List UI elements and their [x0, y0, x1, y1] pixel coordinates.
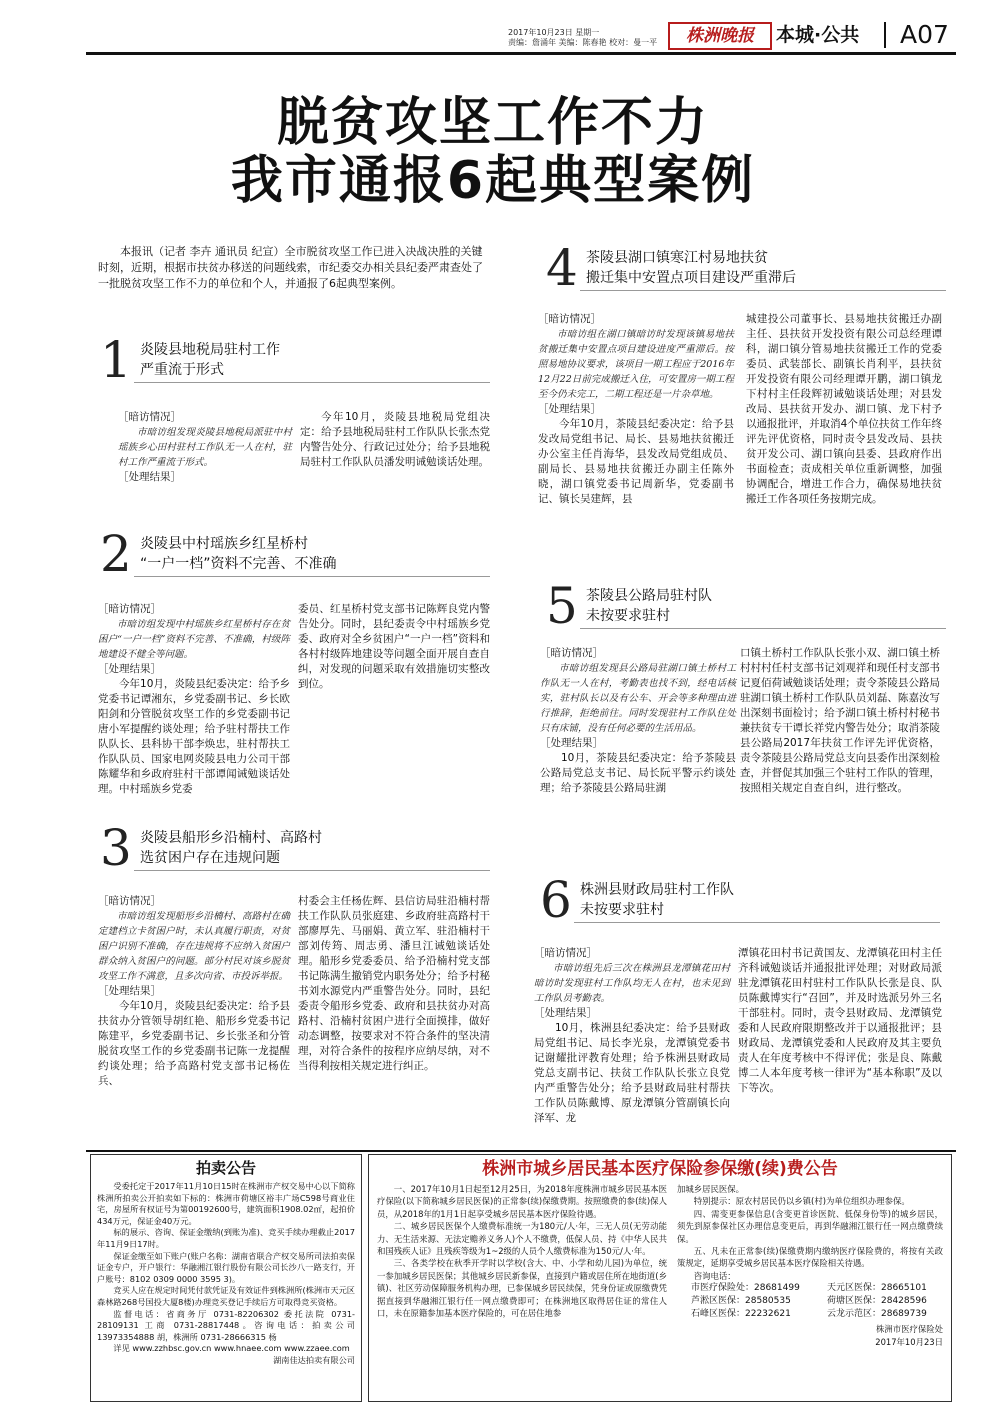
lead-paragraph: 本报讯（记者 李卉 通讯员 纪宣）全市脱贫攻坚工作已进入决战决胜的关键时刻，近期，根据市扶贫办移送的问题线索，市纪委交办相关县纪委严肃查处了一批脱贫攻坚工作不力的单位和个人，并通报了6起典型案例。	[98, 245, 483, 290]
case-title-1: 炎陵县地税局驻村工作	[140, 342, 280, 358]
case-5-header	[546, 577, 946, 635]
insurance-notice	[368, 1154, 952, 1402]
insurance-date: 2017年10月23日	[875, 1336, 943, 1347]
insurance-col-2	[677, 1183, 943, 1348]
case-2-col-2	[298, 602, 490, 692]
findings-label: ［暗访情况］	[98, 603, 161, 615]
phone-item: 天元区医保：28665101	[827, 1283, 927, 1294]
case-title-1: 炎陵县船形乡沿楠村、高路村	[140, 830, 322, 846]
result-label: ［处理结果］	[538, 403, 601, 415]
case-3-col-2	[298, 894, 490, 1074]
editors-line: 责编：詹涌年 美编：陈春艳 校对：曼一平	[508, 38, 658, 47]
case-5-col-1	[540, 646, 736, 796]
findings-label: ［暗访情况］	[540, 647, 603, 659]
result-label: ［处理结果］	[98, 663, 161, 675]
result-label: ［处理结果］	[118, 471, 181, 483]
auction-notice	[90, 1154, 362, 1402]
case-findings: 市暗访组发现炎陵县地税局派驻中村瑶族乡心田村驻村工作队无一人在村，驻村工作严重流于形式。	[118, 427, 292, 468]
case-title-1: 炎陵县中村瑶族乡红星桥村	[140, 536, 308, 552]
findings-label: ［暗访情况］	[98, 895, 161, 907]
case-title-2: 搬迁集中安置点项目建设严重滞后	[586, 270, 796, 286]
case-rule	[134, 576, 490, 577]
case-number: 5	[546, 577, 578, 635]
case-6-col-1	[534, 946, 730, 1126]
case-1-col-1	[118, 410, 292, 485]
insurance-phone-list	[691, 1282, 943, 1321]
auction-websites: 详见 www.zzhbsc.gov.cn www.hnaee.com www.zzaee.com	[113, 1343, 350, 1354]
case-title-2: 未按要求驻村	[586, 608, 670, 624]
case-title-1: 茶陵县公路局驻村队	[586, 588, 712, 604]
case-title-1: 株洲县财政局驻村工作队	[580, 882, 734, 898]
header-rule	[86, 52, 956, 55]
auction-para-3: 保证金缴至如下账户(账户名称：湖南省联合产权交易所司法拍卖保证金专户，开户银行：华融湘江银行股份有限公司长沙八一路支行，开户账号：8102 0309 0000 3595 3)。	[97, 1250, 355, 1284]
case-3-col-1	[98, 894, 290, 1089]
auction-para-1: 受委托定于2017年11月10日15时在株洲市产权交易中心以下简称株洲所拍卖公开拍卖如下标的：株洲市荷塘区裕丰广场C598号商业住宅，房屋所有权证号为第00192600号，建筑面积1908.02㎡，起拍价434万元，保证金40万元。	[97, 1181, 355, 1226]
headline-line-2: 我市通报6起典型案例	[230, 151, 756, 211]
phone-item: 市医疗保险处：28681499	[691, 1283, 800, 1294]
case-title-2: 选贫困户存在违规问题	[140, 850, 280, 866]
section-name: 本城·公共	[776, 24, 860, 46]
case-2-header	[100, 525, 490, 583]
insurance-title: 株洲市城乡居民基本医疗保险参保缴(续)费公告	[482, 1159, 838, 1179]
case-title-2: 未按要求驻村	[580, 902, 664, 918]
case-result-part-2: 城建投公司董事长、县易地扶贫搬迁办副主任、县扶贫开发投资有限公司总经理谭科，湖口镇分管易地扶贫搬迁工作的党委委员、武装部长、副镇长肖利平，县扶贫开发投资有限公司经理谭开鹏，湖口镇龙下村村主任段辉初诫勉谈话处理；对县发改局、县扶贫开发办、湖口镇、龙下村予以通报批评，并取消4个单位扶贫工作年终评先评优资格，同时责令县发改局、县扶贫开发公司、湖口镇向县委、县政府作出书面检查；责成相关单位重新调整，加强协调配合，增进工作合力，确保易地扶贫搬迁工作各项任务按期完成。	[746, 313, 942, 505]
insurance-para-2: 二、城乡居民医保个人缴费标准统一为180元/人·年，三无人员(无劳动能力、无生活来源、无法定赡养义务人)个人不缴费，低保人员、持《中华人民共和国残疾人证》且残疾等级为1~2级的人员个人缴费标准为150元/人·年。	[377, 1221, 667, 1257]
case-5-col-2	[740, 646, 940, 796]
case-number: 2	[100, 525, 132, 583]
case-result-part-2: 口镇土桥村工作队队长张小双、湖口镇土桥村村村任村支部书记刘观祥和现任村支部书记夏佰荷诫勉谈话处理；责令茶陵县公路局驻湖口镇土桥村工作队队员刘磊、陈嘉汝写出深刻书面检讨；给予湖口镇土桥村村秘书兼扶贫专干谭长祥党内警告处分；取消茶陵县公路局2017年扶贫工作评先评优资格，责令茶陵县公路局党总支向县委作出深刻检查，并督促其加强三个驻村工作队的管理，按照相关规定自查自纠，进行整改。	[740, 647, 940, 794]
case-title-1: 茶陵县湖口镇寒江村易地扶贫	[586, 250, 768, 266]
auction-contact: 监督电话：省商务厅 0731-82206302 委托法院 0731-28109131 工商 0731-28817448。咨询电话：拍卖公司13973354888 胡，株洲所 0731-28666315 杨	[97, 1308, 355, 1342]
insurance-para-3: 三、各类学校在秋季开学时以学校(含大、中、小学和幼儿园)为单位，统一参加城乡居民医保；其他城乡居民新参保，直接到户籍或居住所在地街道(乡镇)、社区劳动保障服务机构办理，已参保城乡居民续保，凭身份证或原缴费凭据直接到华融湘江银行任一网点缴费即可；在株洲地区取得居住证的常住人口，未在原籍参加基本医疗保险的，可在居住地参	[377, 1258, 667, 1319]
case-findings: 市暗访组发现中村瑶族乡红星桥村存在贫困户“一户一档”资料不完善、不准确，村级阵地建设不健全等问题。	[98, 619, 290, 660]
phone-item: 芦淞区医保：28580535	[691, 1296, 791, 1307]
case-result: 今年10月，炎陵县地税局党组决定：给予县地税局驻村工作队队长张杰党内警告处分、行政记过处分；给予县地税局驻村工作队队员潘发明诫勉谈话处理。	[300, 411, 490, 468]
insurance-para-6: 四、需变更参保信息(含变更首诊医院、低保身份等)的城乡居民，须先到原参保社区办理信息变更后，再到华融湘江银行任一网点缴费续保。	[677, 1208, 943, 1244]
case-rule	[580, 628, 946, 629]
case-title-2: 严重流于形式	[140, 362, 224, 378]
result-label: ［处理结果］	[534, 1007, 597, 1019]
findings-label: ［暗访情况］	[538, 313, 601, 325]
case-6-header	[540, 871, 940, 929]
result-label: ［处理结果］	[540, 737, 603, 749]
case-findings: 市暗访组在湖口镇暗访时发现该镇易地扶贫搬迁集中安置点项目建设进度严重滞后。按照易地协议要求，该项目一期工程应于2016年12月22日前完成搬迁入住，可安置房一期工程至今仍未完工，二期工程还是一片杂草地。	[538, 329, 734, 400]
ads-top-rule	[86, 1150, 956, 1152]
case-result-part-1: 今年10月，炎陵县纪委决定：给予县扶贫办分管领导胡红艳、船形乡党委书记陈建平，乡党委副书记、乡长张圣和分管脱贫攻坚工作的乡党委副书记陈一龙提醒约谈处理；给予高路村党支部书记杨佐兵、	[98, 1000, 290, 1087]
auction-signature: 湖南佳达拍卖有限公司	[273, 1354, 355, 1365]
phone-item: 云龙示范区：28689739	[827, 1309, 927, 1320]
insurance-para-1: 一、2017年10月1日起至12月25日，为2018年度株洲市城乡居民基本医疗保险(以下简称城乡居民医保)的正常参(续)保缴费期。按照缴费的参(续)保人员，从2018年的1月1日起享受城乡居民基本医疗保险待遇。	[377, 1184, 667, 1219]
case-number: 3	[100, 819, 132, 877]
case-result-part-1: 今年10月，茶陵县纪委决定：给予县发改局党组书记、局长、县易地扶贫搬迁办公室主任肖海华，县发改局党组成员、副局长、县易地扶贫搬迁办副主任陈外晓，湖口镇党委书记周新华，党委副书记、镇长吴建辉，县	[538, 418, 734, 505]
case-result-part-2: 潭镇花田村书记黄国友、龙潭镇花田村主任齐科诫勉谈话并通报批评处理；对财政局派驻龙潭镇花田村驻村工作队队长张是良、队员陈戴博实行“召回”，并及时选派另外三名干部驻村。同时，责令县财政局、龙潭镇党委和人民政府限期整改并于以通报批评；县财政局、龙潭镇党委和人民政府及其主要负责人在年度考核中不得评优；张是良、陈戴博二人本年度考核一律评为“基本称职”及以下等次。	[738, 947, 942, 1094]
case-rule	[580, 290, 946, 291]
case-result-part-2: 委员、红星桥村党支部书记陈辉良党内警告处分。同时，县纪委责令中村瑶族乡党委、政府对全乡贫困户“一户一档”资料和各村村级阵地建设等问题全面开展自查自纠，对发现的问题采取有效措施切实整改到位。	[298, 603, 490, 690]
case-2-col-1	[98, 602, 290, 797]
case-rule	[134, 382, 490, 383]
case-1-header	[100, 331, 490, 389]
phone-item: 石峰区医保：22232621	[691, 1309, 791, 1320]
case-number: 6	[540, 871, 572, 929]
case-result-part-2: 村委会主任杨佐辉、县信访局驻沿楠村帮扶工作队队员张庭建、乡政府驻高路村干部廖厚先、马丽娟、黄立军、驻沿楠村干部刘传筠、周志勇、潘旦江诫勉谈话处理。船形乡党委委员、给予沿楠村党支部书记陈满生撤销党内职务处分；给予村秘书刘水源党内严重警告处分。同时，县纪委责令船形乡党委、政府和县扶贫办对高路村、沿楠村贫困户进行全面摸排，做好动态调整，按要求对不符合条件的坚决清理，对符合条件的按程序应纳尽纳，对不当得利按相关规定进行纠正。	[298, 895, 490, 1072]
header-meta	[508, 28, 680, 48]
headline-line-1: 脱贫攻坚工作不力	[276, 93, 709, 153]
newspaper-logo: 株洲晚报	[668, 22, 772, 50]
insurance-para-4: 加城乡居民医保。	[677, 1184, 744, 1194]
auction-title: 拍卖公告	[195, 1159, 256, 1177]
insurance-para-7: 五、凡未在正常参(续)保缴费期内缴纳医疗保险费的，将按有关政策规定，延期享受城乡居民基本医疗保险相关待遇。	[677, 1246, 943, 1269]
case-findings: 市暗访组发现县公路局驻湖口镇土桥村工作队无一人在村，考勤表也找不到，经电话核实，驻村队长以及有公车、开会等多种理由进行推辞，拒绝前往。同时发现驻村工作队住处只有床铺，没有任何必要的生活用品。	[540, 663, 736, 734]
case-findings: 市暗访组发现船形乡沿楠村、高路村在确定建档立卡贫困户时，未认真履行职责，对贫困户识别不准确，存在违规将不应纳入贫困户群众纳入贫困户的问题。部分村民对该乡脱贫攻坚工作不满意，且多次向省、市投诉举报。	[98, 911, 290, 982]
findings-label: ［暗访情况］	[118, 411, 181, 423]
case-result-part-1: 10月，茶陵县纪委决定：给予茶陵县公路局党总支书记、局长阮平警示约谈处理；给予茶陵县公路局驻湖	[540, 752, 736, 794]
result-label: ［处理结果］	[98, 985, 161, 997]
case-rule	[574, 922, 940, 923]
page-number: A07	[900, 20, 949, 49]
case-6-col-2	[738, 946, 942, 1096]
case-title-2: “一户一档”资料不完善、不准确	[140, 556, 337, 572]
case-number: 4	[546, 239, 578, 297]
case-result-part-1: 10月，株洲县纪委决定：给予县财政局党组书记、局长李光泉，龙潭镇党委书记谢耀批评教育处理；给予株洲县财政局党总支副书记、扶贫工作队队长张立良党内严重警告处分；给予县财政局驻村帮扶工作队员陈戴博、原龙潭镇分管副镇长向泽军、龙	[534, 1022, 730, 1124]
auction-para-2: 标的展示、咨询、保证金缴纳(到账为准)、竞买手续办理截止2017年11月9日17时。	[97, 1227, 355, 1249]
auction-body	[91, 1179, 361, 1369]
case-3-header	[100, 819, 490, 877]
insurance-consult-label: 咨询电话：	[693, 1270, 736, 1281]
insurance-para-5: 特别提示：原农村居民仍以乡镇(村)为单位组织办理参保。	[693, 1196, 910, 1207]
case-4-col-1	[538, 312, 734, 507]
case-number: 1	[100, 331, 132, 389]
case-1-col-2	[300, 410, 490, 470]
case-findings: 市暗访组先后三次在株洲县龙潭镇花田村暗访时发现驻村工作队均无人在村，也未见到工作队员考勤表。	[534, 963, 730, 1004]
header-divider	[884, 22, 886, 48]
insurance-col-1	[377, 1183, 667, 1319]
phone-item: 荷塘区医保：28428596	[827, 1296, 927, 1307]
case-rule	[134, 870, 490, 871]
case-result-part-1: 今年10月，炎陵县纪委决定：给予乡党委书记谭湘东，乡党委副书记、乡长欧阳剑和分管脱贫攻坚工作的乡党委副书记唐小军提醒约谈处理；给予驻村帮扶工作队队长、县科协干部李焕忠，驻村帮扶工作队队员、国家电网炎陵县电力公司干部陈耀华和乡政府驻村干部谭闻诫勉谈话处理。中村瑶族乡党委	[98, 678, 290, 795]
insurance-signature: 株洲市医疗保险处	[876, 1324, 943, 1335]
case-4-col-2	[746, 312, 942, 507]
issue-date: 2017年10月23日 星期一	[508, 28, 600, 37]
auction-para-4: 竞买人应在规定时间凭付款凭证及有效证件到株洲所(株洲市天元区森林路268号国投大厦8楼)办理竞买登记手续后方可取得竞买资格。	[97, 1285, 355, 1307]
findings-label: ［暗访情况］	[534, 947, 597, 959]
case-4-header	[546, 239, 946, 297]
